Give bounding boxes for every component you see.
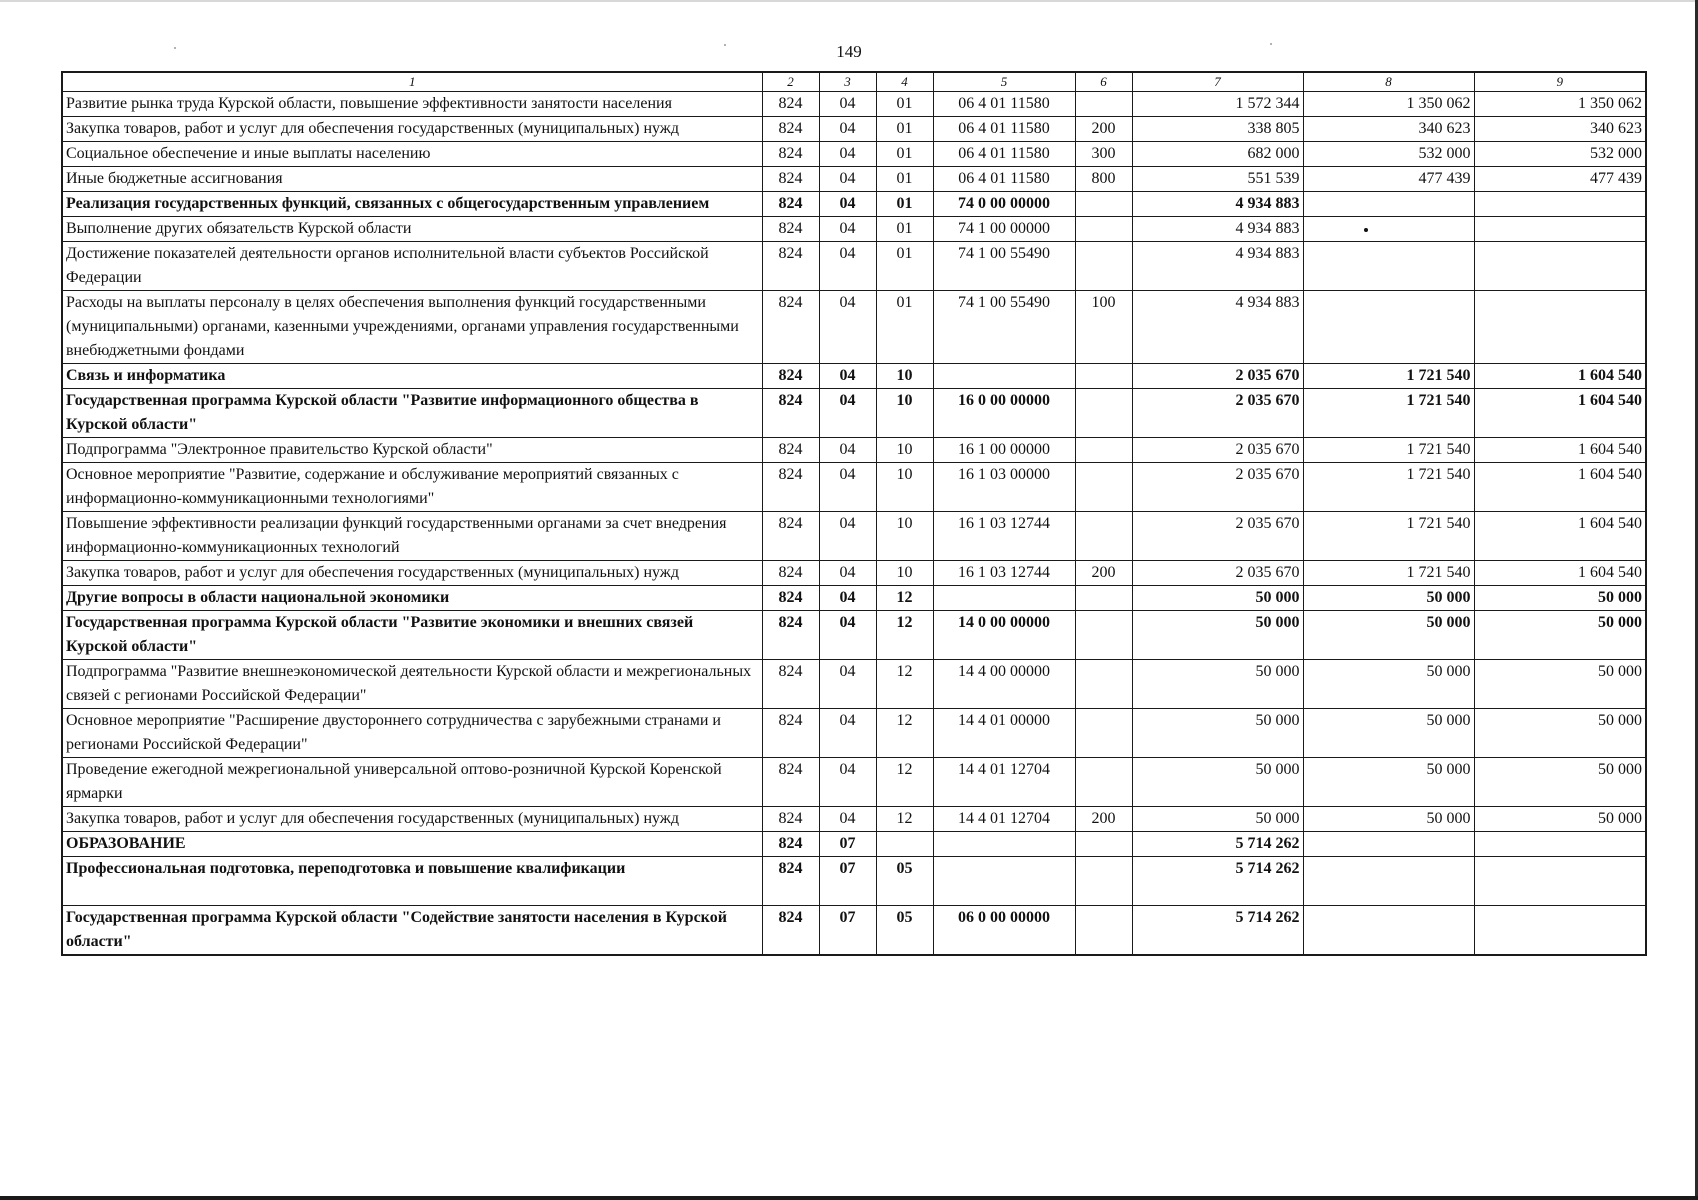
amount-col9-cell: 340 623 (1474, 117, 1646, 142)
amount-col7-cell: 4 934 883 (1132, 192, 1303, 217)
column-header: 5 (933, 72, 1075, 92)
section-cell: 04 (819, 660, 876, 709)
target-article-cell: 14 4 01 12704 (933, 758, 1075, 807)
expense-type-cell (1075, 512, 1132, 561)
expense-type-cell (1075, 857, 1132, 906)
ministry-code-cell: 824 (762, 857, 819, 906)
ministry-code-cell: 824 (762, 611, 819, 660)
ministry-code-cell: 824 (762, 438, 819, 463)
section-cell: 04 (819, 167, 876, 192)
row-name-cell: Государственная программа Курской области "Развитие информационного общества в Курской области" (62, 389, 762, 438)
amount-col9-cell: 1 350 062 (1474, 92, 1646, 117)
section-cell: 04 (819, 117, 876, 142)
column-header: 8 (1303, 72, 1474, 92)
amount-col7-cell: 5 714 262 (1132, 832, 1303, 857)
subsection-cell: 12 (876, 709, 933, 758)
target-article-cell: 74 1 00 55490 (933, 291, 1075, 364)
ministry-code-cell: 824 (762, 167, 819, 192)
amount-col9-cell: 50 000 (1474, 709, 1646, 758)
amount-col7-cell: 50 000 (1132, 586, 1303, 611)
subsection-cell: 01 (876, 167, 933, 192)
amount-col9-cell: 50 000 (1474, 586, 1646, 611)
expense-type-cell (1075, 660, 1132, 709)
ministry-code-cell: 824 (762, 709, 819, 758)
ministry-code-cell: 824 (762, 217, 819, 242)
amount-col9-cell: 50 000 (1474, 660, 1646, 709)
target-article-cell: 06 4 01 11580 (933, 117, 1075, 142)
ministry-code-cell: 824 (762, 832, 819, 857)
amount-col9-cell: 50 000 (1474, 611, 1646, 660)
amount-col8-cell: 340 623 (1303, 117, 1474, 142)
amount-col7-cell: 2 035 670 (1132, 512, 1303, 561)
column-header: 2 (762, 72, 819, 92)
table-row (62, 463, 1646, 512)
row-name-cell: Связь и информатика (62, 364, 762, 389)
section-cell: 07 (819, 832, 876, 857)
ministry-code-cell: 824 (762, 92, 819, 117)
target-article-cell: 16 1 03 12744 (933, 512, 1075, 561)
target-article-cell (933, 364, 1075, 389)
amount-col7-cell: 50 000 (1132, 660, 1303, 709)
section-cell: 04 (819, 709, 876, 758)
scan-top-edge (0, 0, 1698, 2)
amount-col9-cell: 1 604 540 (1474, 561, 1646, 586)
amount-col7-cell: 5 714 262 (1132, 857, 1303, 906)
ministry-code-cell: 824 (762, 291, 819, 364)
column-header: 4 (876, 72, 933, 92)
section-cell: 04 (819, 586, 876, 611)
target-article-cell: 74 1 00 55490 (933, 242, 1075, 291)
target-article-cell: 16 1 00 00000 (933, 438, 1075, 463)
ministry-code-cell: 824 (762, 906, 819, 956)
row-name-cell: Выполнение других обязательств Курской области (62, 217, 762, 242)
table-row (62, 709, 1646, 758)
amount-col8-cell: 1 721 540 (1303, 561, 1474, 586)
amount-col7-cell: 2 035 670 (1132, 389, 1303, 438)
subsection-cell: 01 (876, 117, 933, 142)
amount-col8-cell (1303, 832, 1474, 857)
row-name-cell: Основное мероприятие "Развитие, содержание и обслуживание мероприятий связанных с информационно-коммуникационными технологиями" (62, 463, 762, 512)
expense-type-cell: 200 (1075, 117, 1132, 142)
section-cell: 04 (819, 807, 876, 832)
section-cell: 04 (819, 438, 876, 463)
row-name-cell: Закупка товаров, работ и услуг для обеспечения государственных (муниципальных) нужд (62, 117, 762, 142)
target-article-cell: 06 4 01 11580 (933, 167, 1075, 192)
subsection-cell: 10 (876, 389, 933, 438)
amount-col8-cell: 1 350 062 (1303, 92, 1474, 117)
expense-type-cell: 200 (1075, 807, 1132, 832)
amount-col8-cell: 50 000 (1303, 807, 1474, 832)
expense-type-cell: 100 (1075, 291, 1132, 364)
table-row (62, 512, 1646, 561)
table-row (62, 167, 1646, 192)
amount-col7-cell: 2 035 670 (1132, 438, 1303, 463)
row-name-cell: Социальное обеспечение и иные выплаты населению (62, 142, 762, 167)
row-name-cell: Профессиональная подготовка, переподготовка и повышение квалификации (62, 857, 762, 906)
expense-type-cell: 300 (1075, 142, 1132, 167)
target-article-cell: 16 1 03 00000 (933, 463, 1075, 512)
section-cell: 04 (819, 291, 876, 364)
amount-col8-cell: 50 000 (1303, 709, 1474, 758)
expense-type-cell (1075, 438, 1132, 463)
expense-type-cell (1075, 463, 1132, 512)
amount-col7-cell: 4 934 883 (1132, 217, 1303, 242)
amount-col9-cell (1474, 906, 1646, 956)
table-header-row (62, 72, 1646, 92)
amount-col7-cell: 50 000 (1132, 758, 1303, 807)
amount-col9-cell: 532 000 (1474, 142, 1646, 167)
table-row (62, 857, 1646, 906)
column-header: 7 (1132, 72, 1303, 92)
row-name-cell: Иные бюджетные ассигнования (62, 167, 762, 192)
subsection-cell: 01 (876, 242, 933, 291)
row-name-cell: Закупка товаров, работ и услуг для обеспечения государственных (муниципальных) нужд (62, 561, 762, 586)
row-name-cell: Другие вопросы в области национальной экономики (62, 586, 762, 611)
section-cell: 07 (819, 857, 876, 906)
amount-col8-cell (1303, 192, 1474, 217)
amount-col8-cell: 1 721 540 (1303, 512, 1474, 561)
row-name-cell: Проведение ежегодной межрегиональной универсальной оптово-розничной Курской Коренской ярмарки (62, 758, 762, 807)
amount-col8-cell (1303, 857, 1474, 906)
table-row (62, 92, 1646, 117)
ministry-code-cell: 824 (762, 512, 819, 561)
subsection-cell: 05 (876, 857, 933, 906)
amount-col9-cell: 1 604 540 (1474, 463, 1646, 512)
row-name-cell: Государственная программа Курской области "Содействие занятости населения в Курской области" (62, 906, 762, 956)
amount-col7-cell: 2 035 670 (1132, 561, 1303, 586)
table-row (62, 291, 1646, 364)
target-article-cell (933, 857, 1075, 906)
amount-col8-cell: 50 000 (1303, 758, 1474, 807)
section-cell: 04 (819, 142, 876, 167)
section-cell: 04 (819, 611, 876, 660)
section-cell: 04 (819, 192, 876, 217)
scan-dot-mark (1364, 228, 1368, 232)
ministry-code-cell: 824 (762, 389, 819, 438)
ministry-code-cell: 824 (762, 586, 819, 611)
amount-col8-cell: 1 721 540 (1303, 438, 1474, 463)
target-article-cell (933, 586, 1075, 611)
subsection-cell: 10 (876, 561, 933, 586)
target-article-cell (933, 832, 1075, 857)
section-cell: 04 (819, 463, 876, 512)
amount-col7-cell: 2 035 670 (1132, 463, 1303, 512)
target-article-cell: 14 4 01 00000 (933, 709, 1075, 758)
page-number: 149 (836, 42, 862, 61)
expense-type-cell (1075, 217, 1132, 242)
amount-col8-cell (1303, 906, 1474, 956)
subsection-cell: 10 (876, 463, 933, 512)
amount-col9-cell: 1 604 540 (1474, 512, 1646, 561)
expense-type-cell (1075, 709, 1132, 758)
amount-col7-cell: 50 000 (1132, 611, 1303, 660)
table-row (62, 906, 1646, 956)
amount-col9-cell (1474, 192, 1646, 217)
row-name-cell: Повышение эффективности реализации функций государственными органами за счет внедрения информационно-коммуникационных технологий (62, 512, 762, 561)
amount-col8-cell: 532 000 (1303, 142, 1474, 167)
subsection-cell (876, 832, 933, 857)
subsection-cell: 12 (876, 758, 933, 807)
amount-col8-cell: 1 721 540 (1303, 389, 1474, 438)
row-name-cell: Закупка товаров, работ и услуг для обеспечения государственных (муниципальных) нужд (62, 807, 762, 832)
expense-type-cell (1075, 92, 1132, 117)
amount-col8-cell: 1 721 540 (1303, 364, 1474, 389)
expense-type-cell (1075, 611, 1132, 660)
expense-type-cell (1075, 906, 1132, 956)
table-row (62, 611, 1646, 660)
ministry-code-cell: 824 (762, 142, 819, 167)
table-row (62, 217, 1646, 242)
target-article-cell: 14 0 00 00000 (933, 611, 1075, 660)
subsection-cell: 01 (876, 192, 933, 217)
table-row (62, 660, 1646, 709)
ministry-code-cell: 824 (762, 463, 819, 512)
target-article-cell: 06 4 01 11580 (933, 142, 1075, 167)
amount-col9-cell (1474, 217, 1646, 242)
amount-col7-cell: 4 934 883 (1132, 291, 1303, 364)
section-cell: 07 (819, 906, 876, 956)
table-row (62, 389, 1646, 438)
subsection-cell: 10 (876, 438, 933, 463)
amount-col9-cell: 1 604 540 (1474, 438, 1646, 463)
expense-type-cell (1075, 586, 1132, 611)
expense-type-cell (1075, 389, 1132, 438)
ministry-code-cell: 824 (762, 807, 819, 832)
target-article-cell: 14 4 00 00000 (933, 660, 1075, 709)
expense-type-cell (1075, 192, 1132, 217)
section-cell: 04 (819, 512, 876, 561)
table-row (62, 192, 1646, 217)
subsection-cell: 12 (876, 586, 933, 611)
row-name-cell: Реализация государственных функций, связанных с общегосударственным управлением (62, 192, 762, 217)
section-cell: 04 (819, 758, 876, 807)
subsection-cell: 12 (876, 807, 933, 832)
expense-type-cell: 800 (1075, 167, 1132, 192)
expense-type-cell (1075, 832, 1132, 857)
budget-table (61, 71, 1647, 956)
table-row (62, 117, 1646, 142)
amount-col8-cell: 50 000 (1303, 586, 1474, 611)
expense-type-cell (1075, 242, 1132, 291)
table-row (62, 586, 1646, 611)
amount-col9-cell: 50 000 (1474, 807, 1646, 832)
amount-col9-cell (1474, 832, 1646, 857)
section-cell: 04 (819, 561, 876, 586)
amount-col7-cell: 50 000 (1132, 807, 1303, 832)
column-header: 6 (1075, 72, 1132, 92)
section-cell: 04 (819, 217, 876, 242)
table-row (62, 807, 1646, 832)
row-name-cell: Расходы на выплаты персоналу в целях обеспечения выполнения функций государственными (муниципальными) органами, казенными учреждениями, органами управления государственными внебюджетными фондами (62, 291, 762, 364)
subsection-cell: 01 (876, 217, 933, 242)
amount-col7-cell: 551 539 (1132, 167, 1303, 192)
amount-col8-cell (1303, 217, 1474, 242)
amount-col8-cell (1303, 291, 1474, 364)
table-row (62, 758, 1646, 807)
amount-col9-cell: 50 000 (1474, 758, 1646, 807)
amount-col9-cell: 1 604 540 (1474, 389, 1646, 438)
table-row (62, 242, 1646, 291)
table-row (62, 142, 1646, 167)
target-article-cell: 74 1 00 00000 (933, 217, 1075, 242)
amount-col9-cell: 1 604 540 (1474, 364, 1646, 389)
amount-col7-cell: 4 934 883 (1132, 242, 1303, 291)
section-cell: 04 (819, 389, 876, 438)
amount-col7-cell: 2 035 670 (1132, 364, 1303, 389)
section-cell: 04 (819, 92, 876, 117)
expense-type-cell (1075, 364, 1132, 389)
target-article-cell: 06 0 00 00000 (933, 906, 1075, 956)
column-header: 3 (819, 72, 876, 92)
amount-col7-cell: 338 805 (1132, 117, 1303, 142)
amount-col7-cell: 682 000 (1132, 142, 1303, 167)
subsection-cell: 05 (876, 906, 933, 956)
row-name-cell: Развитие рынка труда Курской области, повышение эффективности занятости населения (62, 92, 762, 117)
budget-table-body (62, 92, 1646, 956)
amount-col7-cell: 50 000 (1132, 709, 1303, 758)
subsection-cell: 01 (876, 291, 933, 364)
row-name-cell: Подпрограмма "Развитие внешнеэкономической деятельности Курской области и межрегиональных связей с регионами Российской Федерации" (62, 660, 762, 709)
target-article-cell: 74 0 00 00000 (933, 192, 1075, 217)
row-name-cell: ОБРАЗОВАНИЕ (62, 832, 762, 857)
amount-col9-cell (1474, 242, 1646, 291)
ministry-code-cell: 824 (762, 242, 819, 291)
row-name-cell: Государственная программа Курской области "Развитие экономики и внешних связей Курской области" (62, 611, 762, 660)
target-article-cell: 14 4 01 12704 (933, 807, 1075, 832)
target-article-cell: 16 0 00 00000 (933, 389, 1075, 438)
amount-col8-cell: 50 000 (1303, 660, 1474, 709)
amount-col8-cell (1303, 242, 1474, 291)
table-row (62, 832, 1646, 857)
ministry-code-cell: 824 (762, 561, 819, 586)
subsection-cell: 12 (876, 611, 933, 660)
target-article-cell: 16 1 03 12744 (933, 561, 1075, 586)
amount-col8-cell: 1 721 540 (1303, 463, 1474, 512)
subsection-cell: 12 (876, 660, 933, 709)
column-header: 1 (62, 72, 762, 92)
table-row (62, 438, 1646, 463)
ministry-code-cell: 824 (762, 192, 819, 217)
amount-col9-cell (1474, 291, 1646, 364)
ministry-code-cell: 824 (762, 758, 819, 807)
amount-col7-cell: 1 572 344 (1132, 92, 1303, 117)
subsection-cell: 10 (876, 512, 933, 561)
section-cell: 04 (819, 364, 876, 389)
column-header: 9 (1474, 72, 1646, 92)
amount-col8-cell: 477 439 (1303, 167, 1474, 192)
row-name-cell: Достижение показателей деятельности органов исполнительной власти субъектов Российской Федерации (62, 242, 762, 291)
subsection-cell: 01 (876, 142, 933, 167)
subsection-cell: 01 (876, 92, 933, 117)
amount-col9-cell (1474, 857, 1646, 906)
row-name-cell: Основное мероприятие "Расширение двустороннего сотрудничества с зарубежными странами и регионами Российской Федерации" (62, 709, 762, 758)
table-row (62, 561, 1646, 586)
table-row (62, 364, 1646, 389)
target-article-cell: 06 4 01 11580 (933, 92, 1075, 117)
amount-col8-cell: 50 000 (1303, 611, 1474, 660)
expense-type-cell (1075, 758, 1132, 807)
row-name-cell: Подпрограмма "Электронное правительство Курской области" (62, 438, 762, 463)
scan-bottom-edge (0, 1196, 1698, 1200)
amount-col7-cell: 5 714 262 (1132, 906, 1303, 956)
section-cell: 04 (819, 242, 876, 291)
amount-col9-cell: 477 439 (1474, 167, 1646, 192)
expense-type-cell: 200 (1075, 561, 1132, 586)
ministry-code-cell: 824 (762, 364, 819, 389)
subsection-cell: 10 (876, 364, 933, 389)
ministry-code-cell: 824 (762, 117, 819, 142)
ministry-code-cell: 824 (762, 660, 819, 709)
